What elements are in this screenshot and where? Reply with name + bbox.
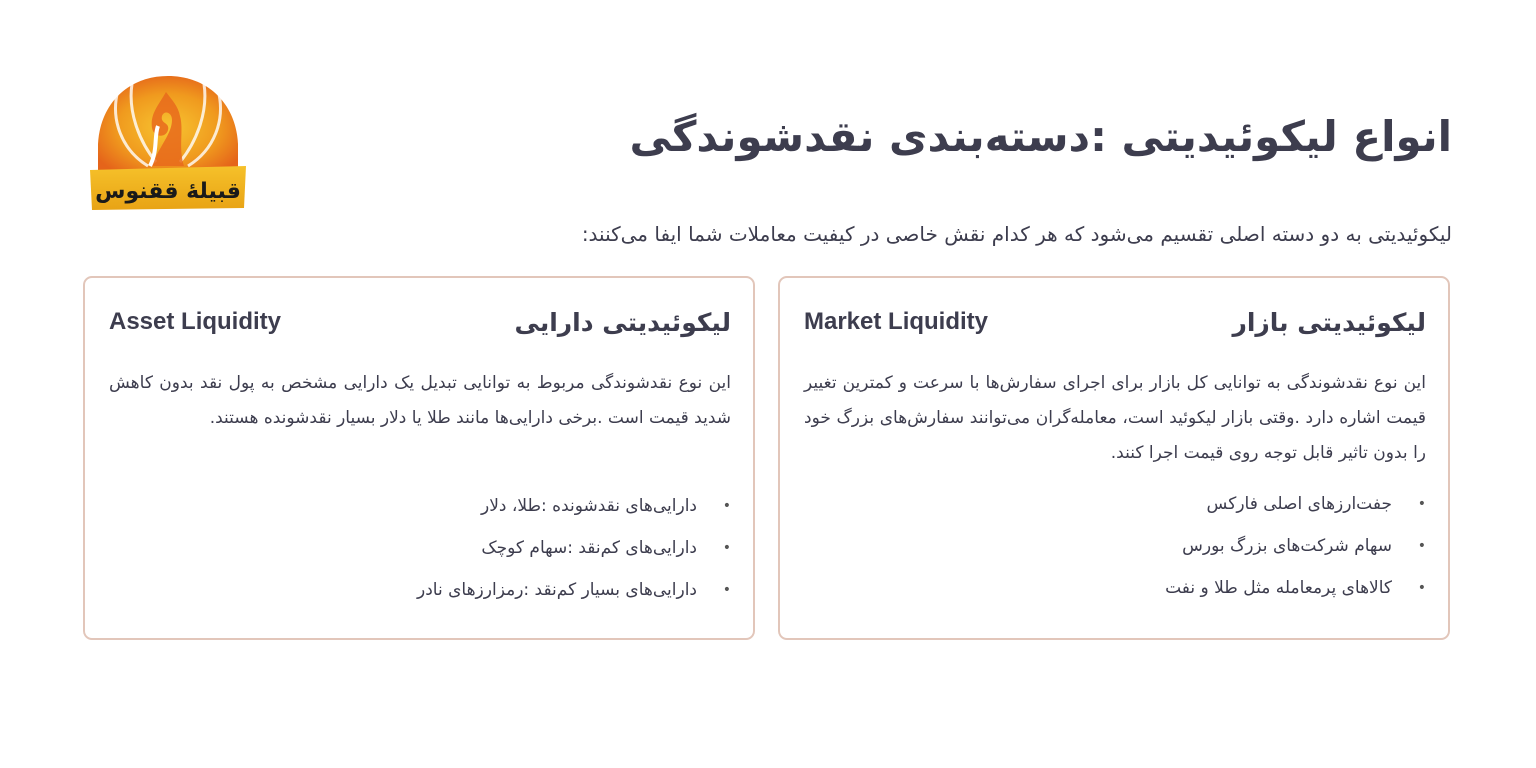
list-item: • دارایی‌های بسیار کم‌نقد :رمزارزهای نادر [109,569,697,611]
logo-text: قبیلهٔ ققنوس [95,179,241,204]
list-item: • سهام شرکت‌های بزرگ بورس [804,525,1392,567]
list-item: • دارایی‌های نقدشونده :طلا، دلار [109,485,697,527]
asset-liquidity-card [83,276,755,640]
brand-logo [88,70,248,212]
example-list [804,483,1426,609]
card-title-en: Asset Liquidity [109,308,282,335]
card-header [804,302,1426,342]
page-title: انواع لیکوئیدیتی :دسته‌بندی نقدشوندگی [629,112,1452,161]
page-subtitle: لیکوئیدیتی به دو دسته اصلی تقسیم می‌شود که هر کدام نقش خاصی در کیفیت معاملات شما ایفا می‌کنند: [581,222,1452,246]
card-description: این نوع نقدشوندگی به توانایی کل بازار برای اجرای سفارش‌ها با سرعت و کمترین تغییر قیمت اشاره دارد .وقتی بازار لیکوئید است، معامله‌گران می‌توانند سفارش‌های بزرگ خود را بدون تاثیر قابل توجه روی قیمت اجرا کنند. [804,373,1426,463]
market-liquidity-card [778,276,1450,640]
card-header [109,302,731,342]
phoenix-logo-icon [88,70,248,212]
example-list [109,485,731,611]
card-title-fa: لیکوئیدیتی دارایی [514,307,731,337]
list-item: • کالاهای پرمعامله مثل طلا و نفت [804,567,1392,609]
list-item: • جفت‌ارزهای اصلی فارکس [804,483,1392,525]
card-description: این نوع نقدشوندگی مربوط به توانایی تبدیل یک دارایی مشخص به پول نقد بدون کاهش شدید قیمت است .برخی دارایی‌ها مانند طلا یا دلار بسیار نقدشونده هستند. [109,373,731,428]
card-title-fa: لیکوئیدیتی بازار [1232,307,1426,337]
list-item: • دارایی‌های کم‌نقد :سهام کوچک [109,527,697,569]
card-title-en: Market Liquidity [804,308,989,335]
